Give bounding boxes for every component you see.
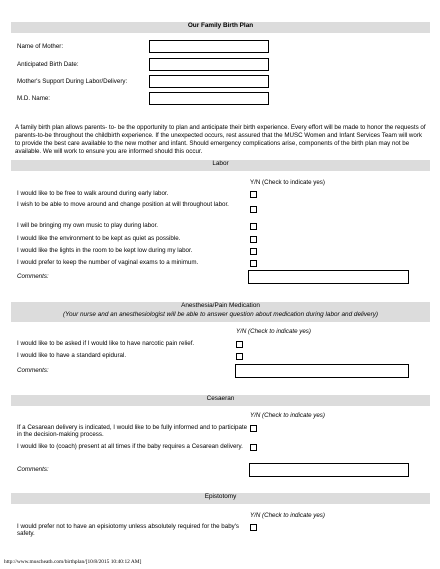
md-name-field[interactable] — [149, 92, 269, 105]
anesthesia-comments-label: Comments: — [17, 367, 49, 374]
anesthesia-comments-field[interactable] — [235, 364, 409, 378]
labor-item-1: I would like to be free to walk around during early labor. — [17, 190, 169, 197]
page-title-bar — [11, 22, 430, 33]
labor-checkbox-5[interactable] — [250, 248, 257, 255]
intro-paragraph: A family birth plan allows parents- to- be the opportunity to plan and anticipate their birth experience. Every effort will be made to honor the requests of parents-to-be throughout the childbirth experience. If the unexpected occurs, rest assured that the MUSC Women and Infant Services Team will work to provide the best care available to the new mother and infant. Should emergency complications arise, components of the birth plan may not be available. We will work to ensure you are informed should this occur. — [15, 124, 426, 156]
episiotomy-heading: Epistotomy — [204, 493, 237, 500]
anesthesia-subheading: (Your nurse and an anesthesiologist will be able to answer question about medication during labor and delivery) — [62, 310, 379, 318]
cesarean-section-header — [11, 395, 430, 406]
cesarean-comments-label: Comments: — [17, 466, 49, 473]
cesarean-item-2: I would like to (coach) present at all times if the baby requires a Cesarean delivery. — [17, 443, 243, 450]
episiotomy-yn-header: Y/N (Check to indicate yes) — [250, 512, 325, 519]
anesthesia-section-header — [11, 302, 430, 322]
anesthesia-yn-header: Y/N (Check to indicate yes) — [236, 328, 311, 335]
labor-checkbox-2[interactable] — [250, 206, 257, 213]
mother-name-label: Name of Mother: — [17, 43, 64, 50]
labor-item-5: I would like the lights in the room to be kept low during my labor. — [17, 247, 193, 254]
birth-date-label: Anticipated Birth Date: — [17, 61, 79, 68]
episiotomy-checkbox-1[interactable] — [250, 524, 257, 531]
labor-comments-field[interactable] — [248, 270, 409, 284]
cesarean-comments-field[interactable] — [249, 463, 409, 477]
cesarean-heading: Cesaeran — [206, 395, 235, 402]
page-footer-url: http://www.muscheath.com/birthplan/[10/8/2015 10:40:12 AM] — [4, 559, 142, 565]
labor-item-6: I would prefer to keep the number of vaginal exams to a minimum. — [17, 259, 199, 266]
md-name-label: M.D. Name: — [17, 95, 51, 102]
anesthesia-checkbox-2[interactable] — [236, 353, 243, 360]
labor-item-4: I would like the environment to be kept as quiet as possible. — [17, 235, 181, 242]
cesarean-yn-header: Y/N (Check to indicate yes) — [250, 412, 325, 419]
cesarean-item-1: If a Cesarean delivery is indicated, I would like to be fully informed and to participate in the decision-making process. — [17, 424, 248, 439]
cesarean-checkbox-2[interactable] — [250, 444, 257, 451]
anesthesia-checkbox-1[interactable] — [236, 341, 243, 348]
labor-checkbox-4[interactable] — [250, 236, 257, 243]
mother-name-field[interactable] — [149, 40, 269, 53]
anesthesia-heading: Anesthesia/Pain Medication — [181, 302, 260, 309]
labor-checkbox-1[interactable] — [250, 191, 257, 198]
labor-heading: Labor — [212, 160, 229, 167]
labor-yn-header: Y/N (Check to indicate yes) — [250, 179, 325, 186]
anesthesia-item-1: I would like to be asked if I would like to have narcotic pain relief. — [17, 340, 195, 347]
anesthesia-item-2: I would like to have a standard epidural. — [17, 352, 127, 359]
episiotomy-item-1: I would prefer not to have an episiotomy unless absolutely required for the baby's safety. — [17, 523, 239, 538]
page-title: Our Family Birth Plan — [187, 22, 254, 29]
support-person-label: Mother's Support During Labor/Delivery: — [17, 78, 128, 85]
labor-comments-label: Comments: — [17, 273, 49, 280]
cesarean-checkbox-1[interactable] — [250, 425, 257, 432]
labor-item-3: I will be bringing my own music to play during labor. — [17, 222, 159, 229]
labor-item-2: I wish to be able to move around and change position at will throughout labor. — [17, 201, 229, 208]
birth-date-field[interactable] — [149, 58, 269, 71]
labor-checkbox-6[interactable] — [250, 260, 257, 267]
labor-checkbox-3[interactable] — [250, 223, 257, 230]
support-person-field[interactable] — [149, 75, 269, 88]
labor-section-header — [11, 160, 430, 171]
episiotomy-section-header — [11, 493, 430, 504]
